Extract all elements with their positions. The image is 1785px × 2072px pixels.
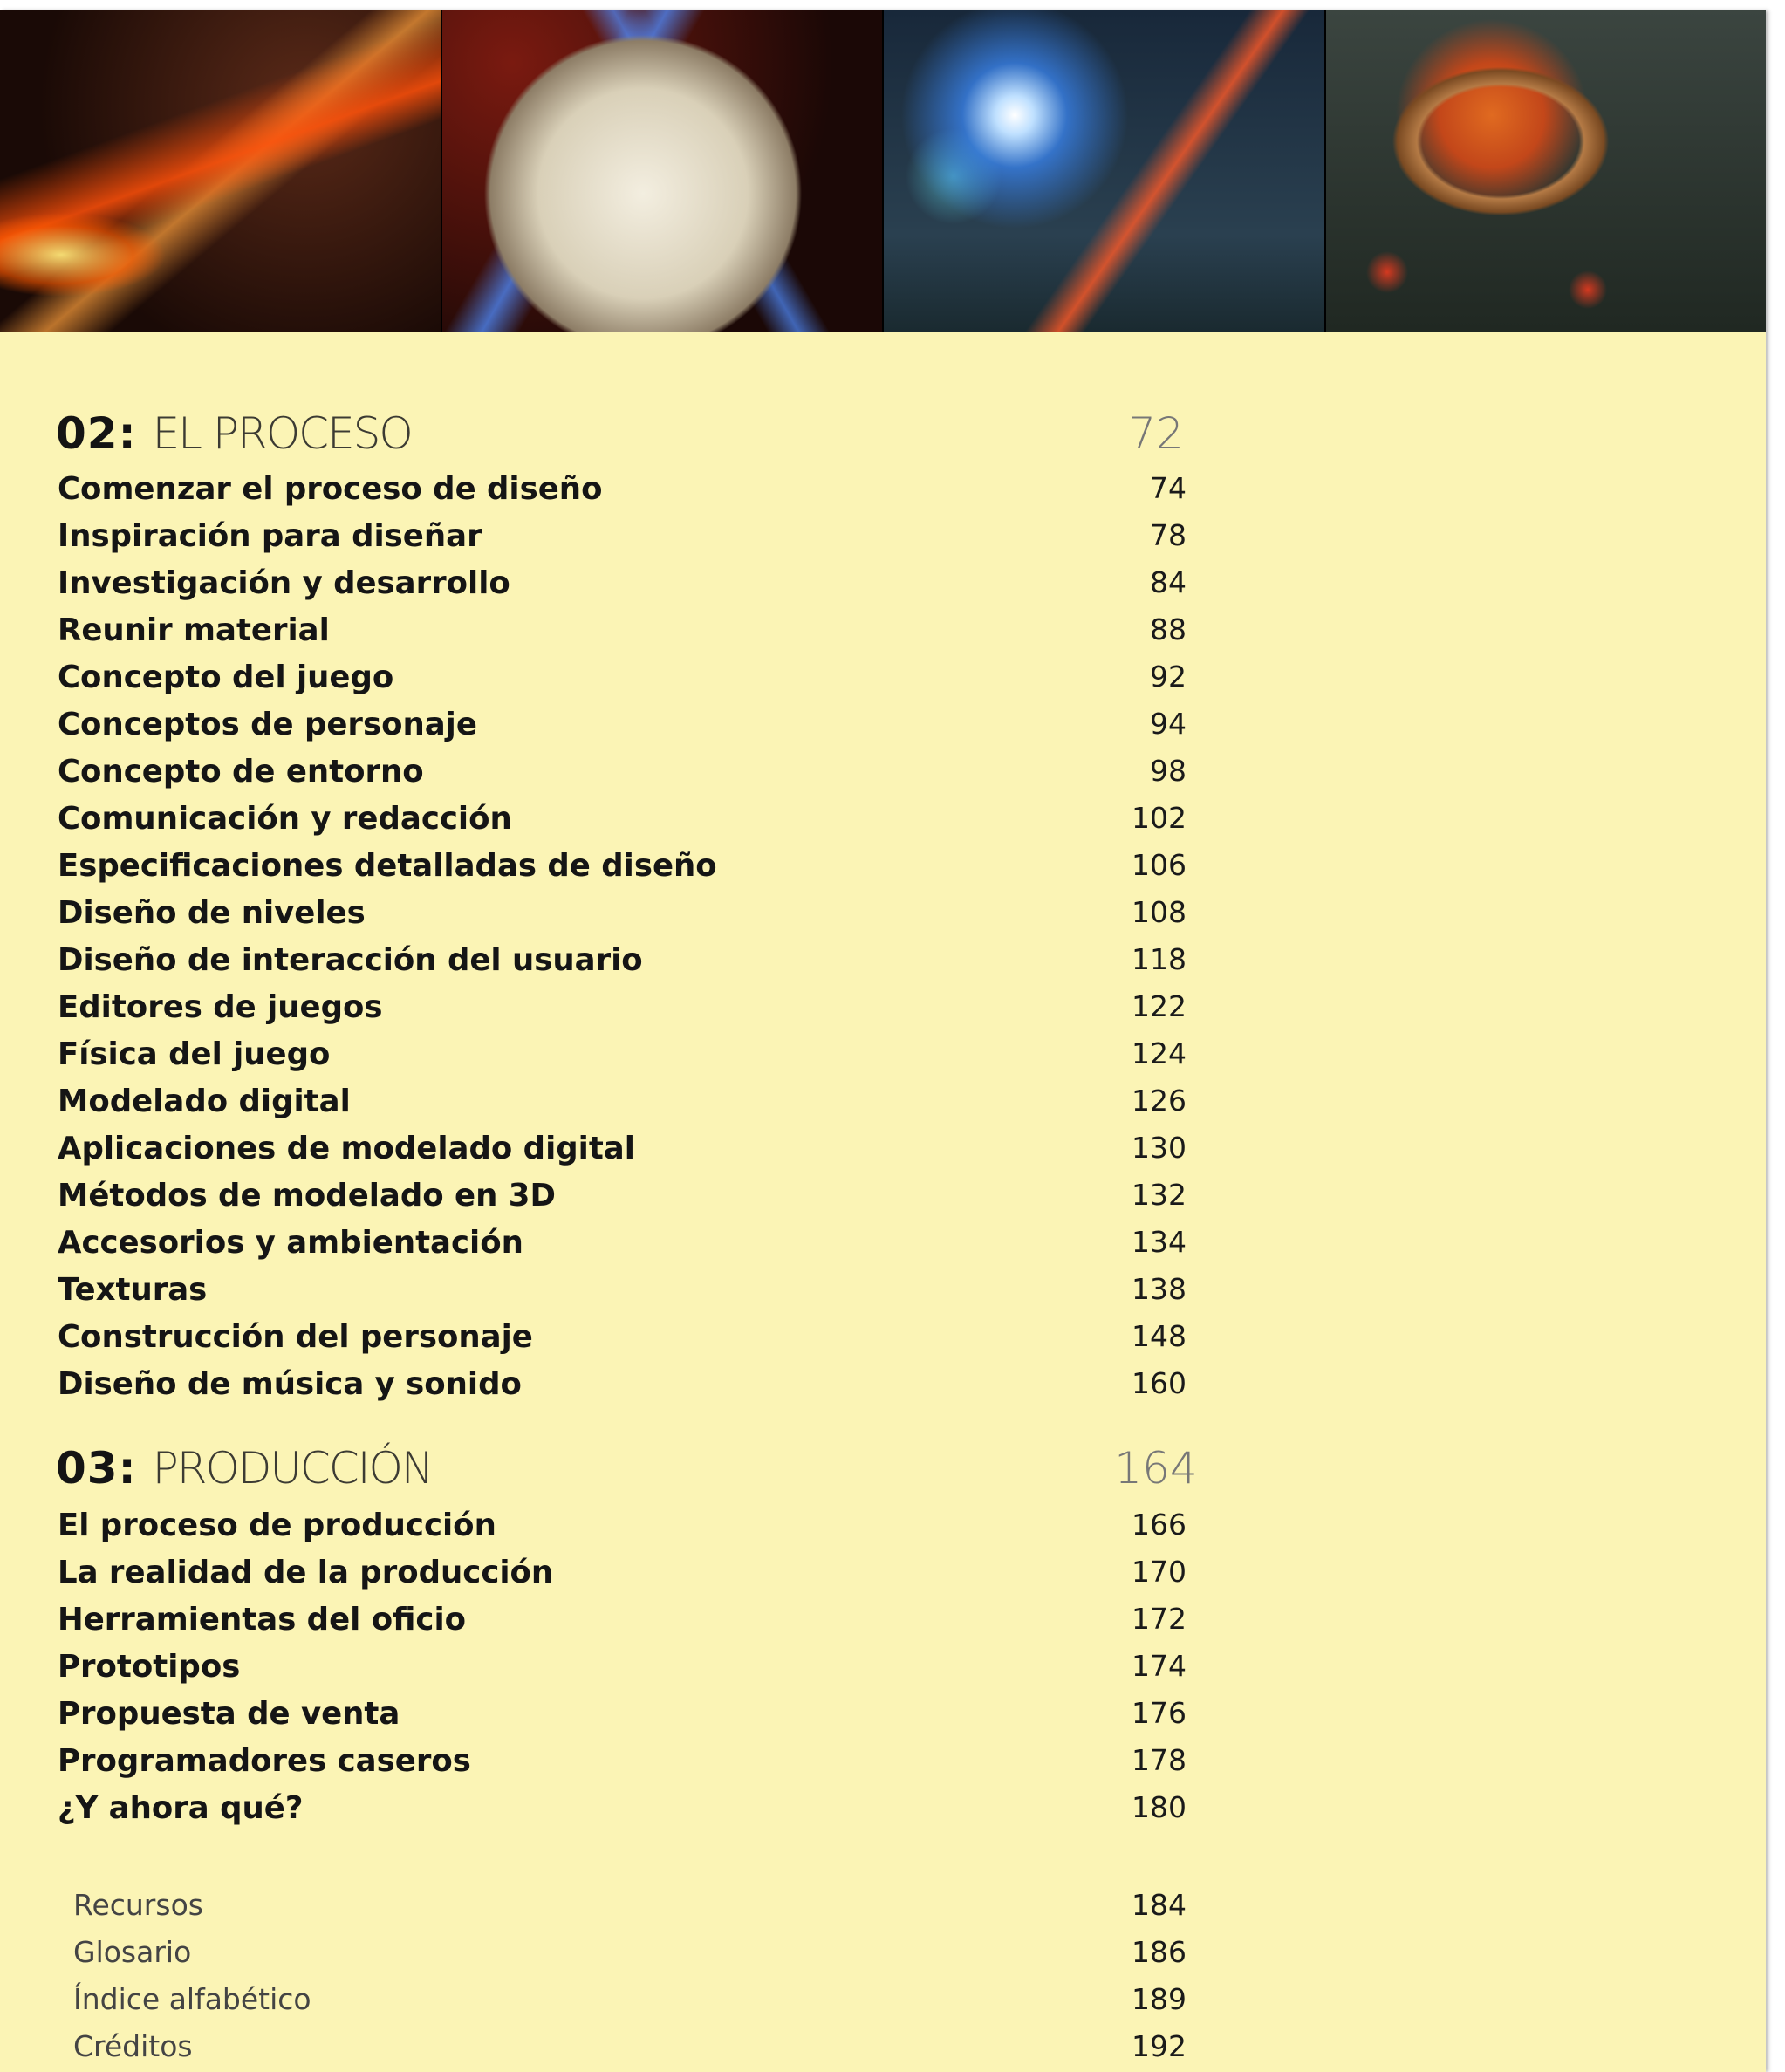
toc-entry[interactable]: [0, 1131, 1766, 1178]
toc-entry-title: Comunicación y redacción: [58, 801, 512, 837]
toc-entry[interactable]: [0, 1036, 1766, 1084]
toc-entry-page: 88: [1150, 612, 1187, 646]
back-matter-entry[interactable]: [0, 1888, 1766, 1935]
toc-entry-title: Física del juego: [58, 1036, 331, 1072]
toc-entry[interactable]: [0, 1084, 1766, 1131]
back-matter-title: Índice alfabético: [73, 1982, 311, 2016]
toc-entry[interactable]: [0, 942, 1766, 989]
toc-entry-page: 176: [1132, 1696, 1187, 1730]
back-matter-title: Créditos: [73, 2029, 193, 2063]
back-matter-entry[interactable]: [0, 2029, 1766, 2072]
section-title: PRODUCCIÓN: [152, 1443, 433, 1494]
toc-entry-page: 148: [1132, 1319, 1187, 1353]
table-of-contents: [0, 10, 1766, 2072]
toc-entry[interactable]: [0, 1225, 1766, 1272]
toc-entry-page: 166: [1132, 1508, 1187, 1542]
toc-entry-title: Métodos de modelado en 3D: [58, 1178, 556, 1214]
toc-entry-page: 180: [1132, 1790, 1187, 1824]
toc-entry[interactable]: [0, 754, 1766, 801]
back-matter-entry[interactable]: [0, 1982, 1766, 2029]
toc-entry-title: Propuesta de venta: [58, 1696, 400, 1732]
toc-entry-title: ¿Y ahora qué?: [58, 1790, 304, 1826]
toc-entry-title: Accesorios y ambientación: [58, 1225, 523, 1261]
toc-entry[interactable]: [0, 1602, 1766, 1649]
toc-entry-page: 174: [1132, 1649, 1187, 1683]
section-heading: [56, 408, 412, 471]
toc-entry-page: 160: [1132, 1366, 1187, 1400]
toc-entry-title: Diseño de música y sonido: [58, 1366, 522, 1402]
toc-entry-page: 172: [1132, 1602, 1187, 1636]
toc-entry-title: Aplicaciones de modelado digital: [58, 1131, 635, 1166]
back-matter-page: 184: [1132, 1888, 1187, 1922]
toc-entry[interactable]: [0, 895, 1766, 942]
toc-entry-page: 108: [1132, 895, 1187, 929]
toc-entry-page: 106: [1132, 848, 1187, 882]
toc-entry-title: Concepto de entorno: [58, 754, 424, 790]
toc-entry-page: 130: [1132, 1131, 1187, 1165]
book-page: [0, 10, 1766, 2072]
toc-entry-page: 178: [1132, 1743, 1187, 1777]
toc-entry[interactable]: [0, 1696, 1766, 1743]
toc-entry-page: 134: [1132, 1225, 1187, 1259]
section-page-number: 164: [1114, 1443, 1198, 1494]
toc-entry-title: Prototipos: [58, 1649, 241, 1685]
toc-entry-title: Modelado digital: [58, 1084, 351, 1119]
toc-entry-page: 124: [1132, 1036, 1187, 1070]
back-matter-page: 186: [1132, 1935, 1187, 1969]
toc-entry-title: Diseño de interacción del usuario: [58, 942, 643, 978]
section-title: EL PROCESO: [152, 408, 412, 459]
toc-entry[interactable]: [0, 612, 1766, 660]
back-matter-title: Recursos: [73, 1888, 203, 1922]
toc-entry-page: 122: [1132, 989, 1187, 1023]
toc-entry-title: Investigación y desarrollo: [58, 565, 510, 601]
toc-entry-page: 126: [1132, 1084, 1187, 1118]
toc-entry-title: Diseño de niveles: [58, 895, 366, 931]
toc-entry-page: 138: [1132, 1272, 1187, 1306]
toc-entry-title: El proceso de producción: [58, 1508, 496, 1543]
section-number: 02:: [56, 408, 137, 459]
back-matter-entry[interactable]: [0, 1935, 1766, 1982]
toc-entry-page: 94: [1150, 707, 1187, 741]
section-heading: [56, 1443, 432, 1506]
toc-entry[interactable]: [0, 1178, 1766, 1225]
toc-entry-page: 132: [1132, 1178, 1187, 1212]
toc-entry[interactable]: [0, 1790, 1766, 1837]
toc-entry-title: Texturas: [58, 1272, 208, 1308]
toc-entry-page: 98: [1150, 754, 1187, 788]
toc-entry-title: La realidad de la producción: [58, 1555, 554, 1590]
toc-entry[interactable]: [0, 707, 1766, 754]
toc-entry-title: Construcción del personaje: [58, 1319, 533, 1355]
section-number: 03:: [56, 1443, 137, 1494]
toc-entry-title: Editores de juegos: [58, 989, 383, 1025]
toc-entry[interactable]: [0, 1366, 1766, 1413]
toc-entry-title: Especificaciones detalladas de diseño: [58, 848, 717, 884]
toc-entry-title: Comenzar el proceso de diseño: [58, 471, 603, 507]
toc-entry[interactable]: [0, 801, 1766, 848]
toc-entry-page: 78: [1150, 518, 1187, 552]
toc-entry-page: 92: [1150, 660, 1187, 694]
toc-entry-page: 74: [1150, 471, 1187, 505]
toc-entry[interactable]: [0, 848, 1766, 895]
section-page-number: 72: [1128, 408, 1184, 459]
toc-entry-title: Conceptos de personaje: [58, 707, 477, 742]
toc-entry[interactable]: [0, 1272, 1766, 1319]
toc-entry[interactable]: [0, 471, 1766, 518]
toc-entry[interactable]: [0, 989, 1766, 1036]
toc-entry[interactable]: [0, 1649, 1766, 1696]
toc-entry-title: Programadores caseros: [58, 1743, 471, 1779]
toc-entry-title: Concepto del juego: [58, 660, 394, 695]
back-matter-page: 192: [1132, 2029, 1187, 2063]
toc-entry-page: 170: [1132, 1555, 1187, 1589]
back-matter-title: Glosario: [73, 1935, 192, 1969]
toc-entry[interactable]: [0, 1555, 1766, 1602]
toc-entry[interactable]: [0, 565, 1766, 612]
toc-entry[interactable]: [0, 1319, 1766, 1366]
toc-entry-title: Reunir material: [58, 612, 330, 648]
toc-entry-title: Inspiración para diseñar: [58, 518, 482, 554]
toc-entry[interactable]: [0, 1743, 1766, 1790]
toc-entry-page: 118: [1132, 942, 1187, 976]
toc-entry-page: 102: [1132, 801, 1187, 835]
toc-entry-page: 84: [1150, 565, 1187, 599]
toc-entry[interactable]: [0, 1508, 1766, 1555]
back-matter-page: 189: [1132, 1982, 1187, 2016]
toc-entry[interactable]: [0, 660, 1766, 707]
toc-entry-title: Herramientas del oficio: [58, 1602, 467, 1638]
toc-entry[interactable]: [0, 518, 1766, 565]
